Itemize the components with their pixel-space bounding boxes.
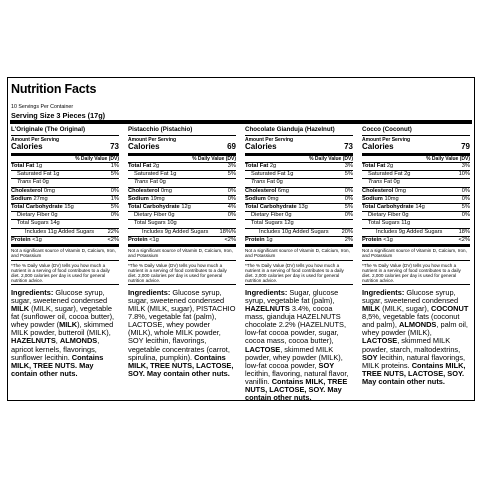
dietary-fiber-row-dv: 0% [344,212,353,219]
dietary-fiber-row [362,212,470,220]
added-sugars-label: Includes 9g Added Sugars [376,228,443,235]
total-fat-value: 1g [35,163,43,170]
sodium-value: 27mg [33,195,48,202]
total-carb-label: Total Carbohydrate [245,203,297,210]
total-carb-label: Total Carbohydrate [362,203,414,210]
cholesterol-row-label [362,188,406,195]
dietary-fiber-row-label [251,212,291,219]
cholesterol-label: Cholesterol [245,187,277,194]
ingredient-text: , palm oil, whey powder (MILK), [362,320,468,338]
dietary-fiber-row-dv: 0% [227,212,236,219]
cholesterol-row [362,188,470,196]
saturated-fat-label: Saturated Fat [17,171,52,178]
total-carb-row-dv: 5% [110,203,119,210]
calories-label: Calories [245,142,277,152]
total-carb-row-dv: 4% [227,203,236,210]
saturated-fat-value: 1g [53,171,60,178]
saturated-fat-row [11,171,119,179]
total-fat-value: 2g [386,163,394,170]
cholesterol-row [128,188,236,196]
flavor-column [362,126,470,396]
allergen-text: Contains MILK, TREE NUTS. May contain other nuts. [11,352,104,378]
total-fat-label: Total Fat [245,163,269,170]
sodium-row-dv: 0% [344,195,353,202]
sodium-row-dv: 0% [461,195,470,202]
dv-header: % Daily Value (DV) [128,156,236,163]
sodium-row-label [245,196,279,203]
added-sugars-row-label [376,229,442,236]
saturated-fat-label: Saturated Fat [134,171,169,178]
ingredient-text: , [55,336,60,346]
allergen-text: HAZELNUTS [11,336,56,346]
dietary-fiber-label: Dietary Fiber [134,212,167,219]
total-sugars-label: Total Sugars [251,220,283,227]
cholesterol-row-label [245,188,289,195]
sodium-label: Sodium [128,195,149,202]
dietary-fiber-row [11,212,119,220]
cholesterol-label: Cholesterol [362,187,394,194]
sodium-row-label [362,196,399,203]
flavor-column [245,126,353,403]
saturated-fat-value: 1g [287,171,294,178]
trans-label: Trans [134,179,149,186]
saturated-fat-value: 2g [404,171,411,178]
allergen-text: COCONUT [431,304,469,314]
trans-label: Trans [368,179,383,186]
trans-rest: Fat 0g [265,179,283,186]
allergen-text: HAZELNUTS [245,304,290,314]
total-carb-row-label [128,204,191,211]
total-carb-row-label [362,204,425,211]
total-carb-label: Total Carbohydrate [128,203,180,210]
ingredient-text: , skimmed MILK powder, starch, maltodextrins, [362,336,461,354]
cholesterol-row [11,188,119,196]
added-sugars-label: Includes 10g Added Sugars [259,228,329,235]
allergen-text: Contains MILK, TREE NUTS, LACTOSE, SOY. May contain other nuts. [128,352,234,378]
dv-footnote: *The % Daily Value (DV) tells you how much a nutrient in a serving of food contributes to a daily diet. 2,000 calories per day is used for general nutrition advice. [128,263,236,285]
ingredients-label: Ingredients: [245,287,288,297]
label-title: Nutrition Facts [11,82,97,96]
servings-per-container: 10 Servings Per Container [11,104,74,110]
dietary-fiber-row-label [17,212,57,219]
sodium-label: Sodium [245,195,266,202]
saturated-fat-row-label [134,171,176,178]
protein-row [128,237,236,247]
calories-value: 73 [110,142,119,152]
allergen-text: MILK [11,304,30,314]
total-fat-row-dv: 3% [461,163,470,170]
amount-per-serving: Amount Per Serving [11,137,60,143]
thick-divider [10,120,472,124]
protein-row-label [128,237,159,244]
trans-fat-row-label [251,179,283,186]
calories-label: Calories [128,142,160,152]
dv-header: % Daily Value (DV) [11,156,119,163]
sodium-row-label [128,196,165,203]
ingredients-text [11,289,119,378]
allergen-text: ALMONDS [398,320,437,330]
allergen-text: ALMONDS [59,336,98,346]
dietary-fiber-value: 0g [402,212,409,219]
protein-label: Protein [245,236,265,243]
total-sugars-row-label [251,220,294,227]
dietary-fiber-row-dv: 0% [110,212,119,219]
calories-label: Calories [11,142,43,152]
trans-rest: Fat 0g [382,179,400,186]
ingredient-text: Sugar, glucose syrup, vegetable fat (palm), [245,287,339,305]
saturated-fat-label: Saturated Fat [251,171,286,178]
saturated-fat-row-dv: 5% [344,171,353,178]
ingredient-text: lecithin, flavoring, natural flavor, vanillin. [245,368,349,386]
cholesterol-value: 0mg [394,187,406,194]
total-sugars-row-label [17,220,60,227]
protein-row [362,237,470,247]
total-fat-row [245,163,353,171]
added-sugars-row-dv: 18% [458,228,470,235]
amount-per-serving: Amount Per Serving [245,137,294,143]
sodium-value: 10mg [384,195,399,202]
total-sugars-value: 12g [284,220,294,227]
sodium-label: Sodium [11,195,32,202]
protein-label: Protein [11,236,31,243]
total-sugars-label: Total Sugars [368,220,400,227]
dietary-fiber-label: Dietary Fiber [368,212,401,219]
cholesterol-row-dv: 0% [344,187,353,194]
trans-fat-row [11,179,119,187]
allergen-text: MILK [362,304,381,314]
total-fat-value: 2g [152,163,160,170]
total-fat-row-dv: 1% [110,163,119,170]
total-fat-row [362,163,470,171]
total-carb-row-dv: 5% [461,203,470,210]
total-fat-row-dv: 3% [344,163,353,170]
total-fat-label: Total Fat [128,163,152,170]
protein-row-dv: <2% [224,236,236,243]
sodium-value: 0mg [267,195,279,202]
trans-fat-row-label [368,179,400,186]
total-fat-row-dv: 3% [227,163,236,170]
total-carb-row [362,204,470,212]
ingredients-label: Ingredients: [362,287,405,297]
dietary-fiber-row [128,212,236,220]
protein-value: <1g [149,236,159,243]
saturated-fat-row-dv: 10% [458,171,470,178]
amount-per-serving: Amount Per Serving [362,137,411,143]
allergen-text: Contains MILK, TREE NUTS, LACTOSE, SOY. May contain other nuts. [362,360,466,386]
added-sugars-row [245,229,353,237]
ingredient-text: lecithin, natural flavorings, MILK proteins. [362,352,466,370]
flavor-column [11,126,119,396]
flavor-columns [11,126,470,403]
calories-row [128,143,236,155]
dietary-fiber-value: 0g [51,212,58,219]
total-carb-value: 15g [64,203,74,210]
cholesterol-row [245,188,353,196]
allergen-text: LACTOSE [245,344,281,354]
cholesterol-row-label [128,188,172,195]
saturated-fat-row [245,171,353,179]
saturated-fat-row-dv: 5% [110,171,119,178]
cholesterol-value: 6mg [277,187,289,194]
dietary-fiber-value: 0g [285,212,292,219]
cholesterol-label: Cholesterol [11,187,43,194]
protein-label: Protein [362,236,382,243]
amount-per-serving: Amount Per Serving [128,137,177,143]
total-carb-row [245,204,353,212]
added-sugars-row [362,229,470,237]
protein-label: Protein [128,236,148,243]
trans-fat-row-label [17,179,49,186]
added-sugars-label: Includes 11g Added Sugars [25,228,95,235]
dietary-fiber-row-label [134,212,174,219]
ingredients-text [362,289,470,386]
sodium-row-dv: 0% [227,195,236,202]
allergen-text: SOY [318,360,335,370]
cholesterol-row-dv: 0% [461,187,470,194]
flavor-name: Chocolate Gianduja (Hazelnut) [245,126,353,136]
sodium-row [362,196,470,204]
total-sugars-label: Total Sugars [134,220,166,227]
total-fat-row [128,163,236,171]
total-carb-row-label [245,204,308,211]
total-carb-value: 13g [298,203,308,210]
total-fat-row-label [362,163,393,170]
nutrition-label [7,77,475,401]
added-sugars-label: Includes 9g Added Sugars [142,228,209,235]
ingredient-text: Glucose syrup, sugar, sweetened condensed [11,287,108,305]
flavor-column [128,126,236,396]
sodium-label: Sodium [362,195,383,202]
ingredient-text: (MILK, sugar), [380,304,431,314]
added-sugars-row-dv: 18%% [219,228,236,235]
total-carb-row-label [11,204,74,211]
dietary-fiber-row-label [368,212,408,219]
sodium-row-label [11,196,48,203]
protein-row-dv: <2% [458,236,470,243]
trans-rest: Fat 0g [148,179,166,186]
total-carb-value: 12g [181,203,191,210]
calories-value: 69 [227,142,236,152]
protein-row-dv: <2% [107,236,119,243]
ingredient-text: ), skimmed MILK powder, butteroil (MILK), [11,320,114,338]
not-significant-note: Not a significant source of Vitamin D, Calcium, Iron, and Potassium [11,247,119,261]
total-carb-row-dv: 5% [344,203,353,210]
cholesterol-value: 0mg [160,187,172,194]
trans-fat-row-label [134,179,166,186]
total-fat-row-label [128,163,159,170]
dv-footnote: *The % Daily Value (DV) tells you how much a nutrient in a serving of food contributes to a daily diet. 2,000 calories per day is used for general nutrition advice. [362,263,470,285]
calories-value: 73 [344,142,353,152]
total-fat-value: 2g [269,163,277,170]
allergen-text: LACTOSE [362,336,398,346]
ingredients-label: Ingredients: [11,287,54,297]
total-sugars-row [245,220,353,228]
ingredients-label: Ingredients: [128,287,171,297]
total-fat-label: Total Fat [11,163,35,170]
trans-label: Trans [251,179,266,186]
ingredient-text: Glucose syrup, sugar, sweetened condensed [362,287,459,305]
added-sugars-row-dv: 20% [341,228,353,235]
saturated-fat-row-label [17,171,59,178]
saturated-fat-value: 1g [170,171,177,178]
cholesterol-row-dv: 0% [227,187,236,194]
total-sugars-value: 10g [167,220,177,227]
dietary-fiber-label: Dietary Fiber [251,212,284,219]
total-sugars-row [362,220,470,228]
saturated-fat-row-dv: 5% [227,171,236,178]
sodium-value: 19mg [150,195,165,202]
flavor-name: L'Originale (The Original) [11,126,119,136]
cholesterol-value: 0mg [43,187,55,194]
total-sugars-row [128,220,236,228]
ingredient-text: Glucose syrup, sugar, sweetened condensed MILK (MILK, sugar), PISTACHIO 7.8%, vegetable fat (palm), LACTOSE, whey powder (MILK), whole MILK powder, SOY lecithin, flavorings, vegetable concentrates (carrot, spirulina, pumpkin). [128,287,236,362]
added-sugars-row-dv: 22% [107,228,119,235]
protein-row-dv: 2% [344,236,353,243]
trans-fat-row [362,179,470,187]
saturated-fat-row [128,171,236,179]
protein-row-label [245,237,273,244]
protein-row [245,237,353,247]
total-fat-label: Total Fat [362,163,386,170]
added-sugars-row-label [25,229,94,236]
saturated-fat-row [362,171,470,179]
ingredient-text: 3.4%, cocoa mass, gianduja HAZELNUTS chocolate 2.2% (HAZELNUTS, low-fat cocoa powder, sugar, cocoa mass, cocoa butter), [245,304,347,346]
dv-header: % Daily Value (DV) [362,156,470,163]
dietary-fiber-value: 0g [168,212,175,219]
saturated-fat-label: Saturated Fat [368,171,403,178]
cholesterol-row-dv: 0% [110,187,119,194]
total-carb-value: 14g [415,203,425,210]
protein-value: 1g [266,236,273,243]
total-fat-row [11,163,119,171]
not-significant-note: Not a significant source of Vitamin D, Calcium, Iron, and Potassium [245,247,353,261]
protein-value: <1g [383,236,393,243]
sodium-row-dv: 1% [110,195,119,202]
protein-row [11,237,119,247]
protein-row-label [11,237,42,244]
total-fat-row-label [245,163,276,170]
saturated-fat-row-label [251,171,293,178]
total-carb-label: Total Carbohydrate [11,203,63,210]
added-sugars-row-label [259,229,329,236]
calories-row [362,143,470,155]
calories-row [11,143,119,155]
dietary-fiber-row-dv: 0% [461,212,470,219]
flavor-name: Cocco (Coconut) [362,126,470,136]
added-sugars-row-label [142,229,208,236]
total-sugars-row-label [134,220,177,227]
protein-row-label [362,237,393,244]
not-significant-note: Not a significant source of Vitamin D, Calcium, Iron, and Potassium [128,247,236,261]
added-sugars-row [128,229,236,237]
total-carb-row [11,204,119,212]
trans-fat-row [245,179,353,187]
cholesterol-row-label [11,188,55,195]
ingredients-text [128,289,236,378]
allergen-text: Contains MILK, TREE NUTS, LACTOSE, SOY. May contain other nuts. [245,376,348,403]
trans-label: Trans [17,179,32,186]
total-fat-row-label [11,163,42,170]
not-significant-note: Not a significant source of Vitamin D, Calcium, Iron, and Potassium [362,247,470,261]
serving-size: Serving Size 3 Pieces (17g) [11,111,106,120]
total-sugars-row-label [368,220,410,227]
added-sugars-row [11,229,119,237]
sodium-row [245,196,353,204]
ingredients-text [245,289,353,402]
ingredient-text: , skimmed MILK powder, whey powder (MILK), low-fat cocoa powder, [245,344,343,370]
calories-value: 79 [461,142,470,152]
ingredient-text: , apricot kernels, flavorings, sunflower lecithin. [11,336,100,362]
ingredient-text: 8,5%, vegetable fats (coconut and palm), [362,312,460,330]
sodium-row [128,196,236,204]
sodium-row [11,196,119,204]
total-sugars-value: 11g [401,220,411,227]
protein-value: <1g [32,236,42,243]
total-sugars-value: 14g [50,220,60,227]
total-sugars-row [11,220,119,228]
calories-row [245,143,353,155]
calories-label: Calories [362,142,394,152]
flavor-name: Pistacchio (Pistachio) [128,126,236,136]
saturated-fat-row-label [368,171,410,178]
total-carb-row [128,204,236,212]
dietary-fiber-label: Dietary Fiber [17,212,50,219]
total-sugars-label: Total Sugars [17,220,49,227]
ingredient-text: (MILK, sugar), vegetable fat (sunflower oil, cocoa butter), whey powder ( [11,304,115,330]
trans-rest: Fat 0g [31,179,49,186]
trans-fat-row [128,179,236,187]
dv-footnote: *The % Daily Value (DV) tells you how much a nutrient in a serving of food contributes to a daily diet. 2,000 calories per day is used for general nutrition advice. [245,263,353,285]
dv-header: % Daily Value (DV) [245,156,353,163]
cholesterol-label: Cholesterol [128,187,160,194]
allergen-text: SOY [362,352,378,362]
dv-footnote: *The % Daily Value (DV) tells you how much a nutrient in a serving of food contributes to a daily diet. 2,000 calories per day is used for general nutrition advice. [11,263,119,285]
allergen-text: MILK [59,320,78,330]
dietary-fiber-row [245,212,353,220]
